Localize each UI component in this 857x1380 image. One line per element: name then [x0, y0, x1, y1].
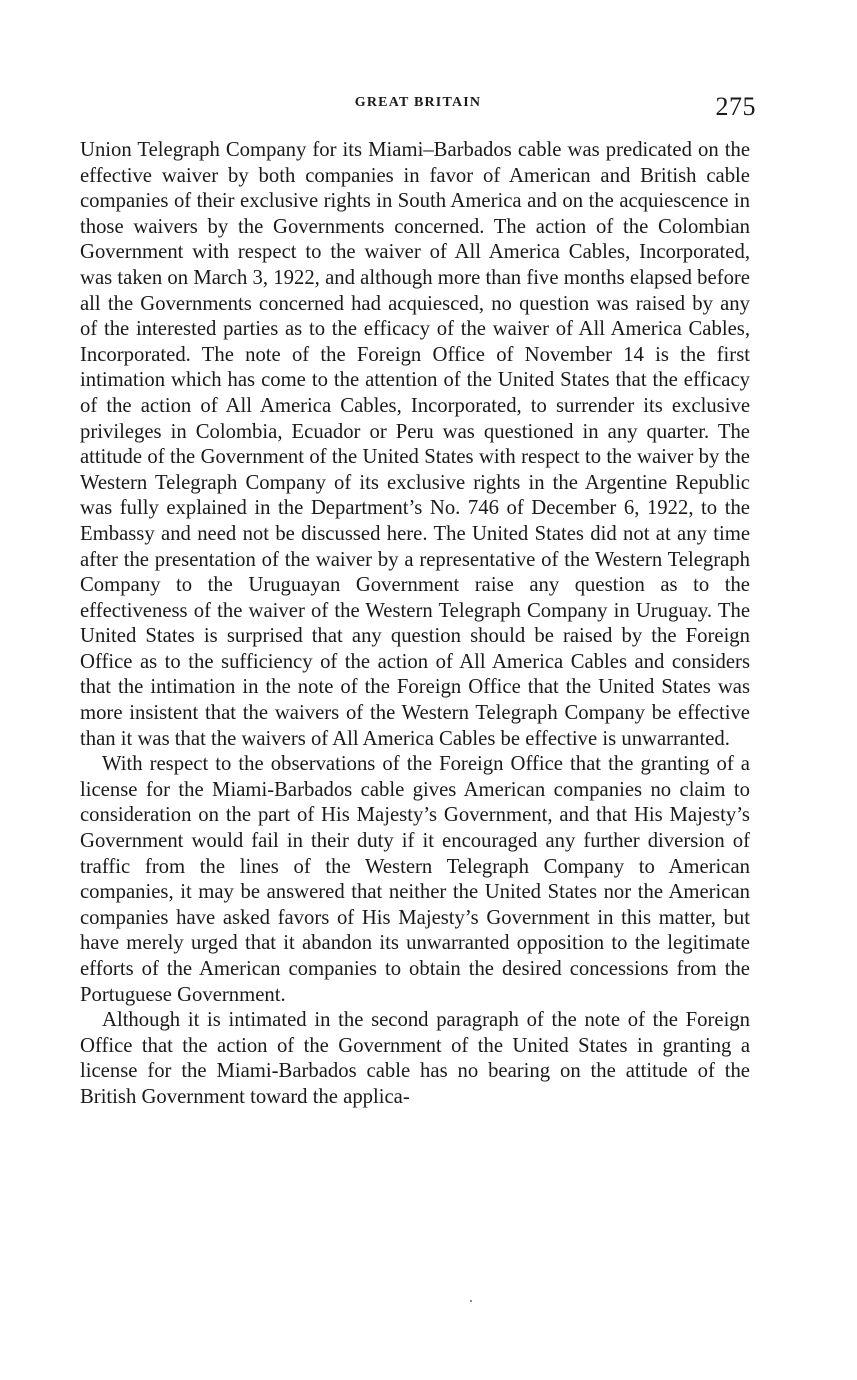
paragraph-2: With respect to the observations of the Foreign Office that the granting of a license for the Miami-Barbados cable gives American companies no claim to consideration on the part of His Majesty’s Government, and that His Majesty’s Government would fail in their duty if it encouraged any further diversion of traffic from the lines of the Western Telegraph Company to American companies, it may be answered that neither the United States nor the American companies have asked favors of His Majesty’s Government in this matter, but have merely urged that it abandon its unwarranted opposition to the legitimate efforts of the American companies to obtain the desired concessions from the Portuguese Government. — [80, 753, 750, 1006]
paragraph-3: Although it is intimated in the second paragraph of the note of the Foreign Office that the action of the Government of the United States in granting a license for the Miami-Barbados cable has no bearing on the attitude of the British Government toward the applica- — [80, 1009, 750, 1108]
scan-speck — [470, 1300, 472, 1302]
running-title: GREAT BRITAIN — [354, 95, 482, 110]
paragraph-1: Union Telegraph Company for its Miami–Barbados cable was predicated on the effective waiver by both companies in favor of American and British cable companies of their exclusive rights in South America and on the acquiescence in those waivers by the Governments concerned. The action of the Colombian Government with respect to the waiver of All America Cables, Incorporated, was taken on March 3, 1922, and although more than five months elapsed before all the Governments concerned had acquiesced, no question was raised by any of the interested parties as to the efficacy of the waiver of All America Cables, Incorporated. The note of the Foreign Office of November 14 is the first intimation which has come to the attention of the United States that the efficacy of the action of All America Cables, Incorporated, to surrender its exclusive privileges in Colombia, Ecuador or Peru was questioned in any quarter. The attitude of the Government of the United States with respect to the waiver by the Western Telegraph Company of its exclusive rights in the Argentine Republic was fully explained in the Department’s No. 746 of December 6, 1922, to the Embassy and need not be discussed here. The United States did not at any time after the presentation of the waiver by a representative of the Western Telegraph Company to the Uruguayan Government raise any question as to the effectiveness of the waiver of the Western Telegraph Company in Uruguay. The United States is surprised that any question should be raised by the Foreign Office as to the sufficiency of the action of All America Cables and considers that the intimation in the note of the Foreign Office that the United States was more insistent that the waivers of the Western Telegraph Company be effective than it was that the waivers of All America Cables be effective is unwarranted. — [80, 139, 750, 750]
running-header — [80, 92, 756, 122]
page-number: 275 — [715, 92, 756, 121]
body-text — [80, 138, 750, 1111]
